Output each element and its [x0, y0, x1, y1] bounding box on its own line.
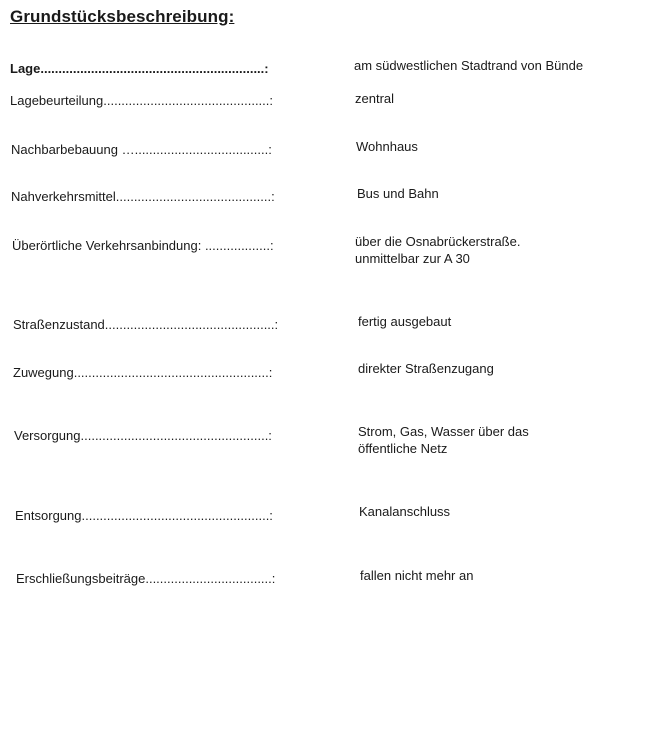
field-value-versorgung [358, 423, 529, 457]
field-value-line: unmittelbar zur A 30 [355, 251, 470, 266]
field-label-entsorgung: Entsorgung....................................................: [15, 508, 273, 523]
field-value-line: öffentliche Netz [358, 441, 448, 456]
field-value-entsorgung [359, 503, 450, 520]
field-value-line: Kanalanschluss [359, 504, 451, 519]
field-value-erschliessungsbeitraege [360, 567, 473, 584]
field-label-lagebeurteilung: Lagebeurteilung..............................................: [10, 93, 274, 108]
field-value-line: direkter Straßenzugang [358, 361, 494, 376]
field-value-nachbarbebauung [356, 138, 418, 155]
field-value-nahverkehrsmittel [357, 185, 439, 202]
field-value-verkehrsanbindung [355, 233, 520, 267]
field-value-line: Wohnhaus [356, 139, 418, 154]
field-label-nahverkehrsmittel: Nahverkehrsmittel...........................................: [11, 189, 275, 204]
field-value-lage [354, 57, 583, 74]
field-label-strassenzustand: Straßenzustand...............................................: [13, 317, 279, 332]
field-value-lagebeurteilung [355, 90, 394, 107]
field-value-line: Strom, Gas, Wasser über das [358, 424, 529, 439]
field-value-line: über die Osnabrückerstraße. [355, 234, 521, 249]
field-label-verkehrsanbindung: Überörtliche Verkehrsanbindung: ..................: [12, 238, 274, 253]
field-value-line: Bus und Bahn [357, 186, 439, 201]
field-value-line: fallen nicht mehr an [360, 568, 474, 583]
field-label-zuwegung: Zuwegung......................................................: [13, 365, 273, 380]
field-label-versorgung: Versorgung....................................................: [14, 428, 272, 443]
field-value-line: fertig ausgebaut [358, 314, 452, 329]
field-label-nachbarbebauung: Nachbarbebauung ….....................................: [11, 142, 272, 157]
page-title: Grundstücksbeschreibung: [10, 7, 235, 26]
field-value-line: am südwestlichen Stadtrand von Bünde [354, 58, 584, 73]
field-value-strassenzustand [358, 313, 451, 330]
field-label-lage: Lage..............................................................: [10, 61, 269, 76]
field-label-erschliessungsbeitraege: Erschließungsbeiträge...................................: [16, 571, 276, 586]
field-value-zuwegung [358, 360, 494, 377]
field-value-line: zentral [355, 91, 395, 106]
